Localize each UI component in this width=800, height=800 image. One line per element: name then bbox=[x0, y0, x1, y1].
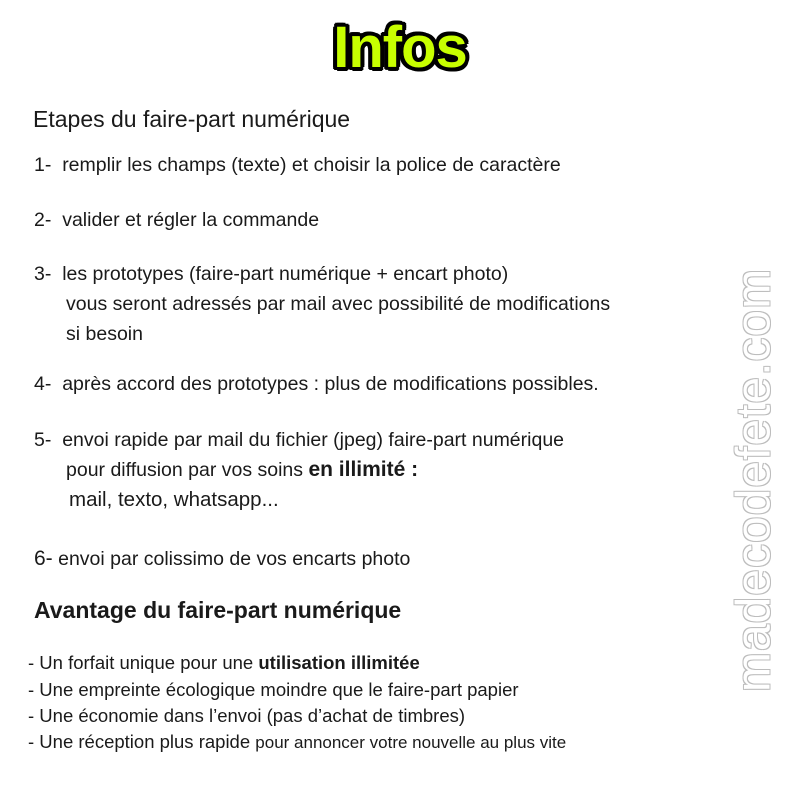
advantage-text: - Une réception plus rapide bbox=[28, 731, 251, 752]
advantage-item bbox=[28, 731, 566, 754]
advantage-text: - Une économie dans l’envoi (pas d’achat de timbres) bbox=[28, 705, 466, 726]
step-text: après accord des prototypes : plus de modifications possibles. bbox=[62, 373, 599, 395]
advantage-text: - Une empreinte écologique moindre que le faire-part papier bbox=[28, 679, 519, 700]
steps-heading: Etapes du faire-part numérique bbox=[33, 106, 351, 132]
step-number: 4- bbox=[34, 373, 52, 395]
step-3 bbox=[34, 259, 610, 349]
step-text: envoi rapide par mail du fichier (jpeg) faire-part numérique bbox=[62, 429, 565, 451]
step-2 bbox=[34, 205, 319, 235]
step-number: 6- bbox=[34, 547, 53, 570]
advantage-item bbox=[28, 652, 420, 674]
step-text: envoi par colissimo de vos encarts photo bbox=[58, 548, 411, 570]
step-text: valider et régler la commande bbox=[62, 209, 320, 231]
advantage-text: - Un forfait unique pour une bbox=[28, 652, 254, 673]
step-6 bbox=[34, 544, 410, 574]
step-number: 2- bbox=[34, 209, 52, 231]
advantage-small-text: pour annoncer votre nouvelle au plus vite bbox=[255, 733, 567, 752]
advantage-item bbox=[28, 679, 519, 701]
step-4 bbox=[34, 369, 599, 399]
advantages-heading: Avantage du faire-part numérique bbox=[34, 597, 402, 623]
step-number: 3- bbox=[34, 263, 52, 285]
emphasis-text: en illimité : bbox=[308, 458, 419, 481]
step-number: 1- bbox=[34, 154, 52, 176]
step-text: pour diffusion par vos soins bbox=[66, 459, 304, 481]
step-text: les prototypes (faire-part numérique + encart photo) bbox=[62, 263, 509, 285]
step-text: si besoin bbox=[66, 323, 143, 345]
watermark-text: madecodefete.com bbox=[727, 267, 781, 693]
step-text: mail, texto, whatsapp... bbox=[69, 488, 279, 511]
step-text-line bbox=[34, 455, 564, 485]
step-text: vous seront adressés par mail avec possibilité de modifications bbox=[66, 293, 611, 315]
step-1 bbox=[34, 150, 561, 180]
emphasis-text: utilisation illimitée bbox=[258, 652, 420, 673]
page-title: Infos bbox=[333, 15, 467, 80]
step-5 bbox=[34, 425, 564, 515]
step-text: remplir les champs (texte) et choisir la police de caractère bbox=[62, 154, 561, 176]
step-number: 5- bbox=[34, 429, 52, 451]
advantage-item bbox=[28, 705, 465, 727]
